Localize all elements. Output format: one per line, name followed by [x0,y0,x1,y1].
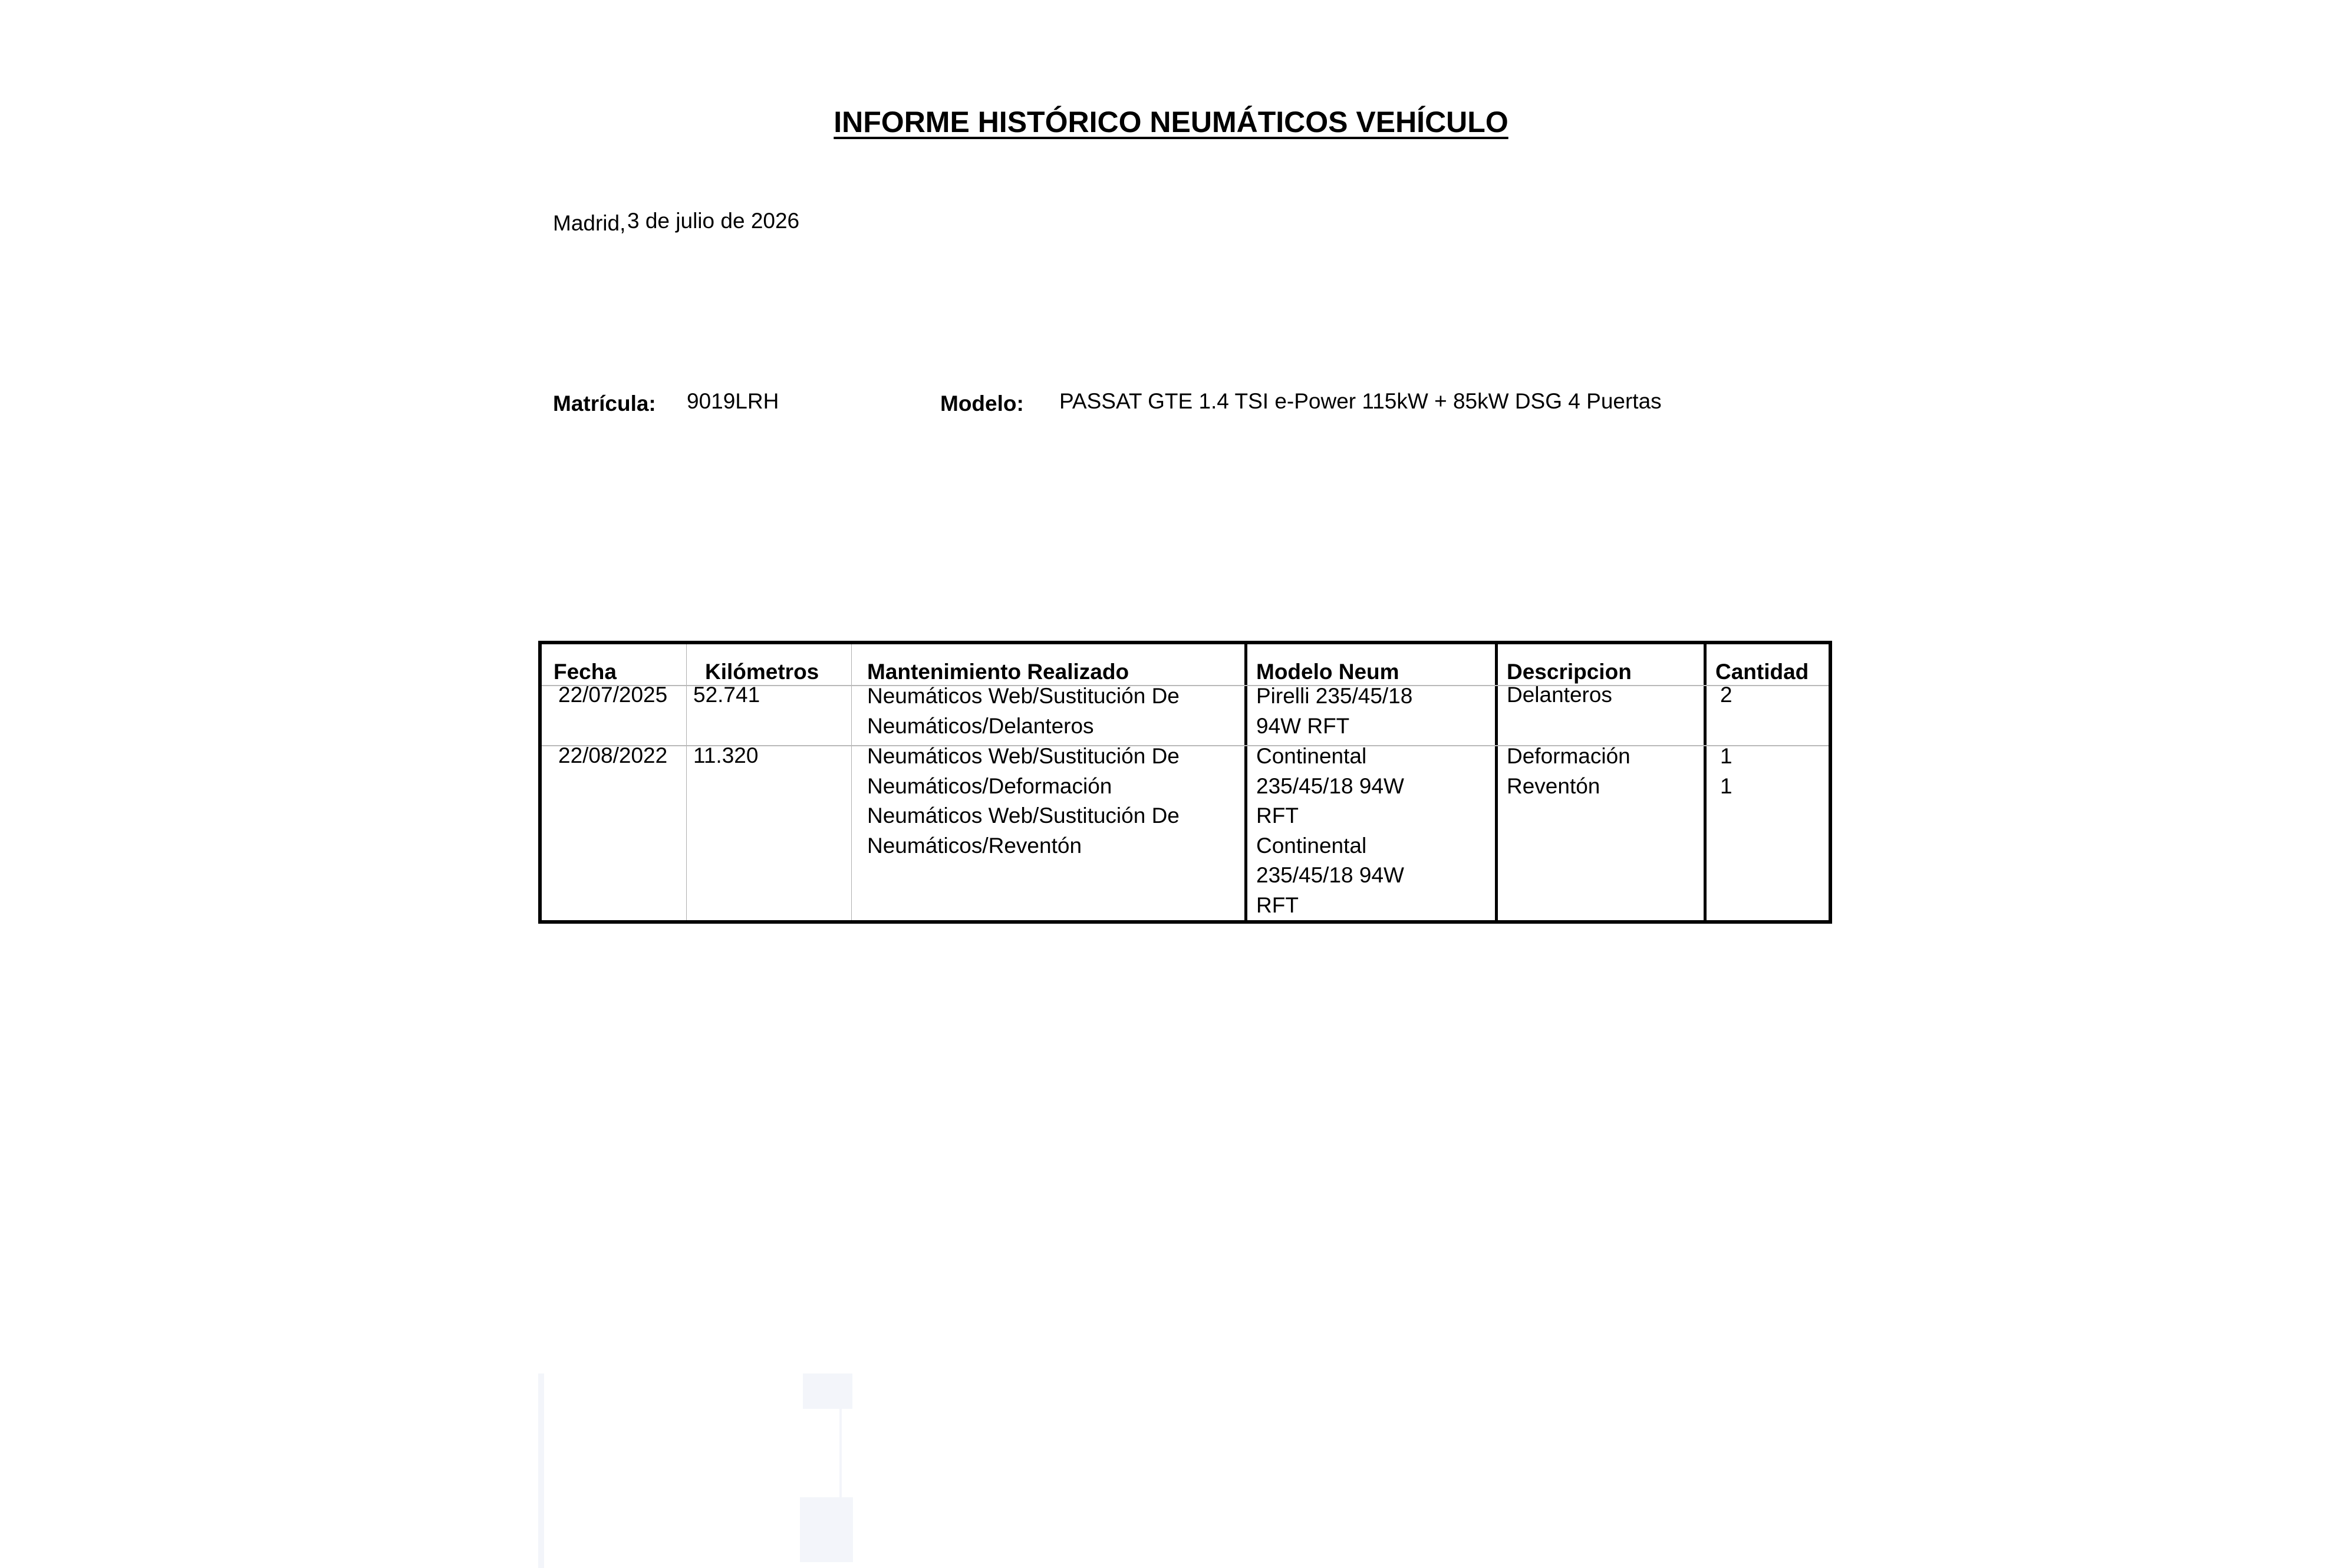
model-value: PASSAT GTE 1.4 TSI e-Power 115kW + 85kW DSG 4 Puertas [1059,389,1662,413]
header-modelo-neum: Modelo Neum [1256,660,1399,684]
cell-line: 235/45/18 94W [1256,863,1404,887]
report-date: 3 de julio de 2026 [627,209,800,233]
cell-line: 94W RFT [1256,713,1350,738]
scan-artifact [803,1373,852,1409]
cell-line: Neumáticos Web/Sustitución De [867,684,1180,708]
cell-modelo [1256,742,1404,920]
cell-km: 11.320 [693,743,759,767]
cell-descripcion [1507,680,1612,710]
cell-line: Pirelli 235/45/18 [1256,684,1413,708]
cell-fecha: 22/07/2025 [558,683,668,707]
plate-label: Matrícula: [553,391,656,416]
cell-mantenimiento [867,681,1180,741]
header-descripcion: Descripcion [1507,660,1632,684]
cell-line: Reventón [1507,773,1600,798]
cell-line: Deformación [1507,744,1630,768]
cell-km: 52.741 [693,683,760,707]
cell-line: 235/45/18 94W [1256,773,1404,798]
cell-line: Neumáticos/Delanteros [867,713,1094,738]
cell-line: Neumáticos/Deformación [867,773,1112,798]
plate-value: 9019LRH [687,389,779,413]
scan-artifact [800,1497,853,1562]
cell-fecha: 22/08/2022 [558,743,668,767]
scan-artifact [839,1409,842,1562]
cell-line: Neumáticos Web/Sustitución De [867,803,1180,828]
cell-cantidad [1720,742,1732,801]
cell-line: Continental [1256,744,1367,768]
header-mantenimiento: Mantenimiento Realizado [867,660,1129,684]
cell-cantidad [1720,680,1732,710]
report-title: INFORME HISTÓRICO NEUMÁTICOS VEHÍCULO [834,106,1508,139]
cell-mantenimiento [867,742,1180,861]
cell-descripcion [1507,742,1630,801]
cell-line: 1 [1720,773,1732,798]
scan-artifact [538,1373,544,1568]
cell-line: Continental [1256,833,1367,858]
header-kilometros: Kilómetros [705,660,819,684]
model-label: Modelo: [940,391,1024,416]
cell-line: RFT [1256,803,1299,828]
cell-modelo [1256,681,1412,741]
cell-line: RFT [1256,892,1299,917]
cell-line: 1 [1720,744,1732,768]
header-fecha: Fecha [554,660,617,684]
cell-line: Delanteros [1507,683,1612,707]
cell-line: Neumáticos Web/Sustitución De [867,744,1180,768]
report-place: Madrid, [553,211,626,235]
tire-history-table [538,641,1832,924]
header-cantidad: Cantidad [1715,660,1809,684]
cell-line: 2 [1720,683,1732,707]
cell-line: Neumáticos/Reventón [867,833,1082,858]
